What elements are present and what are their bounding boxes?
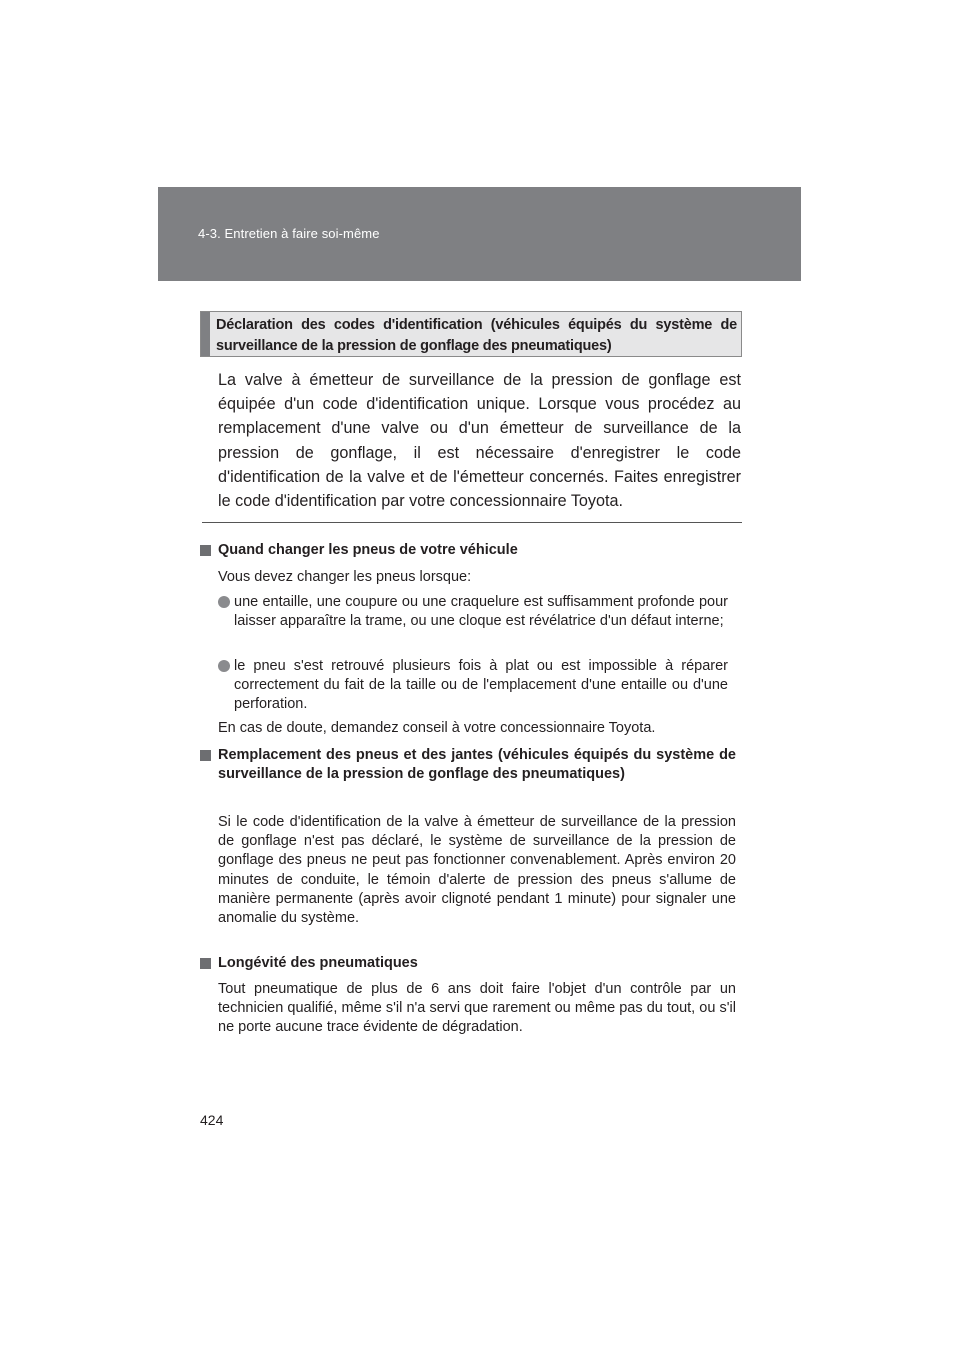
heading-text: Quand changer les pneus de votre véhicule <box>218 542 518 558</box>
square-bullet-icon <box>200 958 211 969</box>
heading-replacement <box>200 746 736 785</box>
round-bullet-icon <box>218 660 230 672</box>
section-title: 4-3. Entretien à faire soi-même <box>198 226 380 241</box>
page-number: 424 <box>200 1112 224 1128</box>
square-bullet-icon <box>200 545 211 556</box>
heading-text: Remplacement des pneus et des jantes (véhicules équipés du système de surveillance de la pression de gonflage des pneumatiques) <box>218 747 736 783</box>
intro-paragraph: La valve à émetteur de surveillance de la pression de gonflage est équipée d'un code d'identification unique. Lorsque vous procédez au remplacement d'une valve ou d'un émetteur de surveillance de la pression de gonflage, il est nécessaire d'enregistrer le code d'identification de la valve et de l'émetteur concernés. Faites enregistrer le code d'identification par votre concessionnaire Toyota. <box>218 371 741 511</box>
callout-accent-bar <box>201 312 210 356</box>
change-lead: Vous devez changer les pneus lorsque: <box>218 569 472 585</box>
replacement-body: Si le code d'identification de la valve à émetteur de surveillance de la pression de gonflage n'est pas déclaré, le système de surveillance de la pression de gonflage des pneus ne peut pas fonctionner convenablement. Après environ 20 minutes de conduite, le témoin d'alerte de pression des pneus s'allume de manière permanente (après avoir clignoté pendant 1 minute) pour signaler une anomalie du système. <box>218 814 736 927</box>
change-footer: En cas de doute, demandez conseil à votre concessionnaire Toyota. <box>218 720 656 736</box>
list-item-text: une entaille, une coupure ou une craquelure est suffisamment profonde pour laisser apparaître la trame, ou une cloque est révélatrice d'un défaut interne; <box>234 594 728 630</box>
longevity-body: Tout pneumatique de plus de 6 ans doit faire l'objet d'un contrôle par un technicien qualifié, même s'il n'a servi que rarement ou même pas du tout, ou s'il ne porte aucune trace évidente de dégradation. <box>218 981 736 1036</box>
square-bullet-icon <box>200 750 211 761</box>
list-item <box>218 657 728 715</box>
heading-text: Longévité des pneumatiques <box>218 955 418 971</box>
list-item-text: le pneu s'est retrouvé plusieurs fois à plat ou est impossible à réparer correctement du fait de la taille ou de l'emplacement d'une entaille ou d'une perforation. <box>234 658 728 713</box>
callout-title: Déclaration des codes d'identification (véhicules équipés du système de surveillance de la pression de gonflage des pneumatiques) <box>216 317 737 354</box>
heading-change-tires <box>200 541 736 560</box>
round-bullet-icon <box>218 596 230 608</box>
heading-longevity <box>200 954 736 973</box>
chapter-header <box>158 187 801 281</box>
callout-box <box>200 311 742 357</box>
divider <box>202 522 742 523</box>
list-item <box>218 593 728 631</box>
